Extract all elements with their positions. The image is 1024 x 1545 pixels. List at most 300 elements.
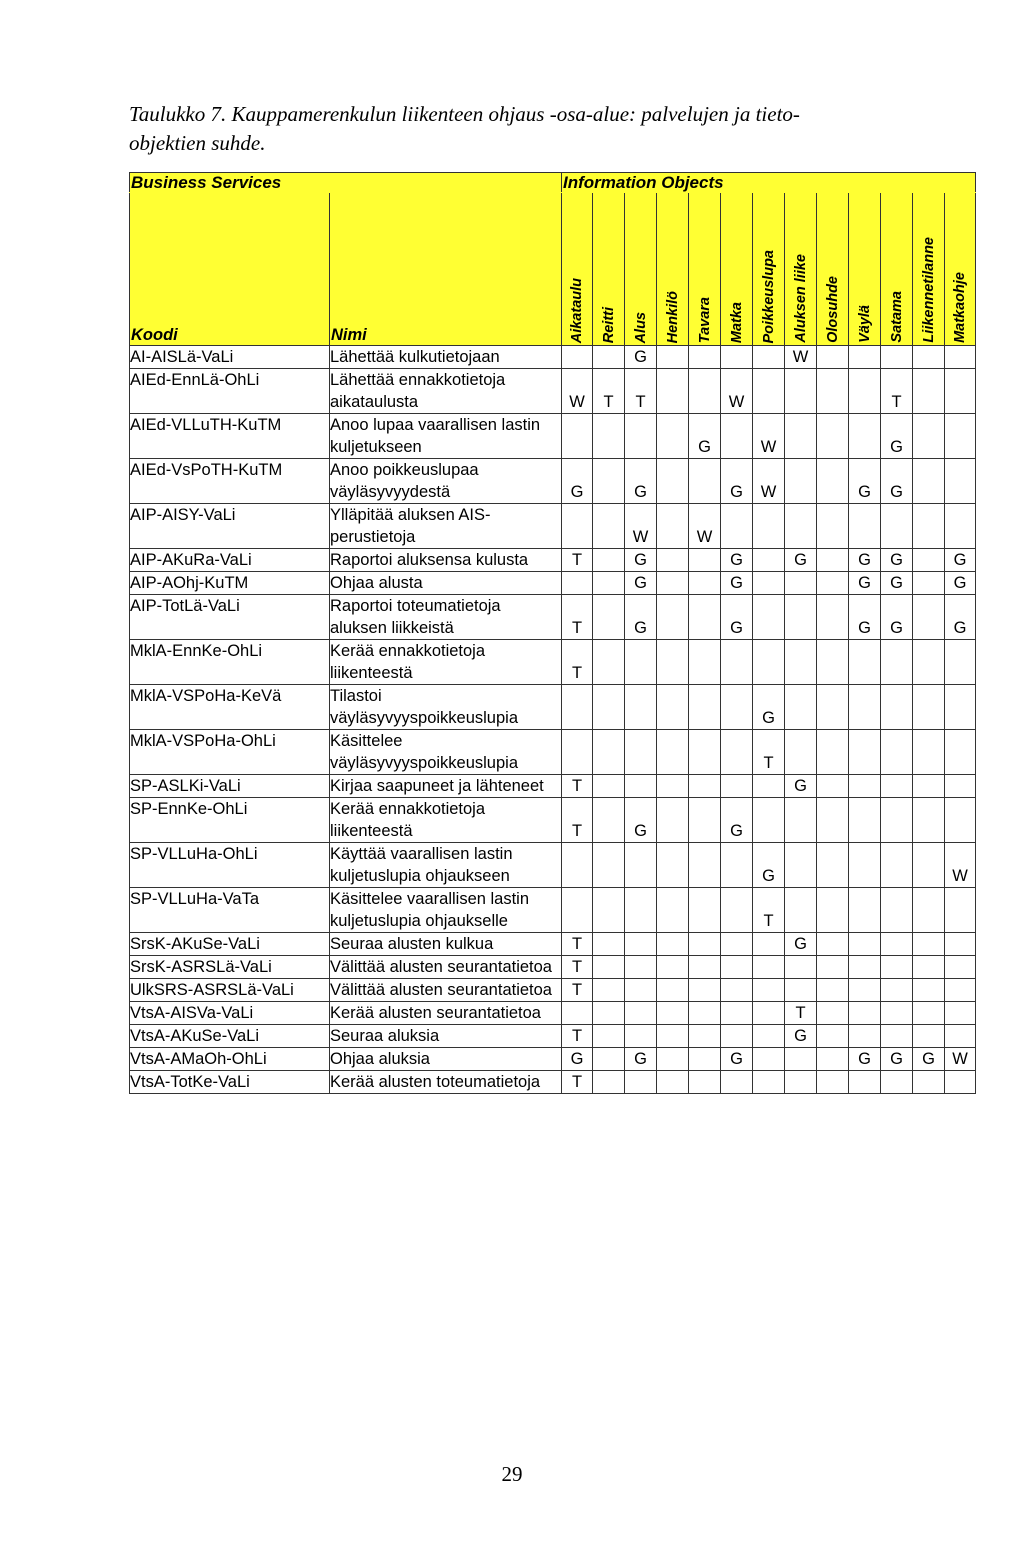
value-cell bbox=[562, 414, 593, 459]
value-cell bbox=[689, 843, 721, 888]
value-cell: G bbox=[881, 595, 913, 640]
koodi-cell: AIP-TotLä-VaLi bbox=[130, 595, 330, 640]
value-cell bbox=[785, 685, 817, 730]
value-cell bbox=[945, 1071, 976, 1094]
value-cell bbox=[657, 775, 689, 798]
value-cell bbox=[913, 595, 945, 640]
value-cell bbox=[817, 346, 849, 369]
value-cell bbox=[625, 775, 657, 798]
value-cell bbox=[817, 956, 849, 979]
object-header bbox=[913, 193, 945, 346]
value-cell: W bbox=[945, 1048, 976, 1071]
value-cell bbox=[657, 798, 689, 843]
value-cell bbox=[625, 843, 657, 888]
value-cell: G bbox=[849, 459, 881, 504]
value-cell bbox=[817, 730, 849, 775]
value-cell bbox=[657, 640, 689, 685]
information-objects-header: Information Objects bbox=[562, 173, 976, 193]
nimi-cell: Tilastoi väyläsyvyyspoikkeuslupia bbox=[330, 685, 562, 730]
value-cell bbox=[849, 369, 881, 414]
value-cell bbox=[753, 572, 785, 595]
value-cell bbox=[657, 414, 689, 459]
nimi-cell: Raportoi toteumatietoja aluksen liikkeistä bbox=[330, 595, 562, 640]
value-cell: G bbox=[721, 1048, 753, 1071]
value-cell bbox=[913, 843, 945, 888]
koodi-cell: AIEd-VsPoTH-KuTM bbox=[130, 459, 330, 504]
value-cell: G bbox=[881, 572, 913, 595]
object-header-label: Matka bbox=[728, 301, 745, 343]
value-cell: G bbox=[625, 1048, 657, 1071]
value-cell bbox=[625, 685, 657, 730]
value-cell: G bbox=[625, 459, 657, 504]
koodi-cell: SP-EnnKe-OhLi bbox=[130, 798, 330, 843]
koodi-cell: VtsA-AISVa-VaLi bbox=[130, 1002, 330, 1025]
value-cell bbox=[849, 1025, 881, 1048]
value-cell bbox=[913, 504, 945, 549]
value-cell bbox=[785, 572, 817, 595]
value-cell bbox=[721, 685, 753, 730]
value-cell bbox=[881, 1002, 913, 1025]
value-cell bbox=[753, 369, 785, 414]
value-cell bbox=[625, 1025, 657, 1048]
koodi-cell: SP-VLLuHa-VaTa bbox=[130, 888, 330, 933]
value-cell bbox=[817, 685, 849, 730]
value-cell bbox=[657, 685, 689, 730]
value-cell bbox=[945, 414, 976, 459]
value-cell bbox=[817, 549, 849, 572]
value-cell bbox=[945, 798, 976, 843]
value-cell bbox=[849, 956, 881, 979]
table-row bbox=[130, 888, 976, 933]
value-cell bbox=[945, 979, 976, 1002]
value-cell: W bbox=[625, 504, 657, 549]
value-cell: G bbox=[625, 595, 657, 640]
value-cell bbox=[593, 1048, 625, 1071]
value-cell bbox=[913, 549, 945, 572]
value-cell bbox=[593, 1071, 625, 1094]
value-cell bbox=[593, 346, 625, 369]
value-cell bbox=[881, 346, 913, 369]
object-header-label: Väylä bbox=[856, 305, 873, 343]
value-cell bbox=[785, 414, 817, 459]
koodi-cell: AIP-AISY-VaLi bbox=[130, 504, 330, 549]
value-cell bbox=[657, 459, 689, 504]
table-row bbox=[130, 369, 976, 414]
value-cell bbox=[913, 979, 945, 1002]
value-cell bbox=[849, 1071, 881, 1094]
koodi-cell: AI-AISLä-VaLi bbox=[130, 346, 330, 369]
value-cell bbox=[721, 843, 753, 888]
value-cell: G bbox=[785, 1025, 817, 1048]
value-cell bbox=[689, 933, 721, 956]
nimi-cell: Anoo poikkeuslupaa väyläsyvyydestä bbox=[330, 459, 562, 504]
value-cell bbox=[593, 1025, 625, 1048]
value-cell bbox=[562, 346, 593, 369]
value-cell bbox=[913, 414, 945, 459]
value-cell: G bbox=[945, 572, 976, 595]
nimi-cell: Raportoi aluksensa kulusta bbox=[330, 549, 562, 572]
koodi-cell: MklA-VSPoHa-OhLi bbox=[130, 730, 330, 775]
value-cell: T bbox=[593, 369, 625, 414]
value-cell bbox=[817, 504, 849, 549]
value-cell: G bbox=[753, 843, 785, 888]
value-cell bbox=[593, 640, 625, 685]
nimi-cell: Ohjaa alusta bbox=[330, 572, 562, 595]
value-cell bbox=[657, 956, 689, 979]
table-caption: Taulukko 7. Kauppamerenkulun liikenteen ohjaus -osa-alue: palvelujen ja tieto- objektien suhde. bbox=[129, 102, 800, 155]
value-cell bbox=[849, 346, 881, 369]
value-cell bbox=[881, 843, 913, 888]
value-cell bbox=[689, 1025, 721, 1048]
value-cell bbox=[913, 346, 945, 369]
object-header-label: Aluksen liike bbox=[792, 254, 809, 343]
value-cell bbox=[881, 979, 913, 1002]
services-objects-table bbox=[129, 172, 976, 1094]
value-cell bbox=[785, 504, 817, 549]
value-cell: T bbox=[625, 369, 657, 414]
value-cell: G bbox=[721, 572, 753, 595]
value-cell: T bbox=[562, 775, 593, 798]
value-cell bbox=[721, 1002, 753, 1025]
value-cell bbox=[689, 595, 721, 640]
value-cell bbox=[721, 1071, 753, 1094]
value-cell: W bbox=[785, 346, 817, 369]
object-header bbox=[657, 193, 689, 346]
value-cell bbox=[593, 549, 625, 572]
value-cell bbox=[657, 572, 689, 595]
value-cell bbox=[881, 956, 913, 979]
value-cell: T bbox=[562, 1025, 593, 1048]
value-cell bbox=[785, 595, 817, 640]
value-cell bbox=[785, 1071, 817, 1094]
header-band-row bbox=[130, 173, 976, 193]
value-cell bbox=[593, 775, 625, 798]
value-cell bbox=[849, 979, 881, 1002]
value-cell bbox=[625, 730, 657, 775]
value-cell bbox=[753, 1025, 785, 1048]
value-cell: G bbox=[721, 798, 753, 843]
value-cell bbox=[817, 1025, 849, 1048]
value-cell bbox=[721, 640, 753, 685]
value-cell bbox=[753, 798, 785, 843]
value-cell bbox=[625, 1071, 657, 1094]
value-cell bbox=[849, 414, 881, 459]
value-cell: G bbox=[849, 572, 881, 595]
value-cell bbox=[817, 1002, 849, 1025]
value-cell: G bbox=[721, 549, 753, 572]
column-header-row bbox=[130, 193, 976, 346]
value-cell bbox=[625, 888, 657, 933]
value-cell bbox=[849, 1002, 881, 1025]
value-cell bbox=[657, 1048, 689, 1071]
nimi-cell: Ohjaa aluksia bbox=[330, 1048, 562, 1071]
nimi-cell: Kerää alusten seurantatietoa bbox=[330, 1002, 562, 1025]
table-row bbox=[130, 346, 976, 369]
value-cell bbox=[753, 504, 785, 549]
value-cell bbox=[785, 730, 817, 775]
value-cell bbox=[689, 369, 721, 414]
value-cell bbox=[562, 1002, 593, 1025]
value-cell bbox=[721, 979, 753, 1002]
value-cell bbox=[817, 369, 849, 414]
value-cell: G bbox=[945, 595, 976, 640]
object-header bbox=[817, 193, 849, 346]
value-cell bbox=[625, 414, 657, 459]
value-cell bbox=[817, 933, 849, 956]
value-cell bbox=[945, 369, 976, 414]
value-cell bbox=[753, 595, 785, 640]
value-cell: G bbox=[881, 459, 913, 504]
value-cell bbox=[785, 979, 817, 1002]
object-header-label: Matkaohje bbox=[952, 272, 968, 343]
value-cell bbox=[689, 640, 721, 685]
table-row bbox=[130, 549, 976, 572]
value-cell bbox=[689, 685, 721, 730]
value-cell bbox=[657, 933, 689, 956]
value-cell bbox=[881, 1025, 913, 1048]
value-cell bbox=[817, 798, 849, 843]
value-cell bbox=[817, 595, 849, 640]
value-cell: G bbox=[562, 459, 593, 504]
value-cell bbox=[721, 730, 753, 775]
value-cell bbox=[817, 572, 849, 595]
value-cell: T bbox=[562, 933, 593, 956]
value-cell bbox=[849, 843, 881, 888]
nimi-cell: Seuraa alusten kulkua bbox=[330, 933, 562, 956]
value-cell bbox=[593, 1002, 625, 1025]
value-cell: G bbox=[625, 572, 657, 595]
table-row bbox=[130, 414, 976, 459]
value-cell bbox=[562, 504, 593, 549]
value-cell bbox=[593, 933, 625, 956]
koodi-cell: VtsA-AMaOh-OhLi bbox=[130, 1048, 330, 1071]
value-cell bbox=[785, 798, 817, 843]
value-cell: G bbox=[721, 459, 753, 504]
nimi-cell: Lähettää kulkutietojaan bbox=[330, 346, 562, 369]
koodi-cell: VtsA-TotKe-VaLi bbox=[130, 1071, 330, 1094]
object-header bbox=[945, 193, 976, 346]
value-cell bbox=[913, 730, 945, 775]
value-cell bbox=[689, 798, 721, 843]
value-cell bbox=[593, 459, 625, 504]
table-row bbox=[130, 1071, 976, 1094]
object-header-label: Poikkeuslupa bbox=[760, 249, 777, 343]
koodi-cell: AIP-AOhj-KuTM bbox=[130, 572, 330, 595]
value-cell: T bbox=[881, 369, 913, 414]
object-header-label: Aikataulu bbox=[569, 277, 585, 343]
value-cell bbox=[817, 1071, 849, 1094]
value-cell bbox=[785, 1048, 817, 1071]
value-cell bbox=[689, 1002, 721, 1025]
value-cell: G bbox=[849, 549, 881, 572]
value-cell bbox=[881, 888, 913, 933]
value-cell: W bbox=[562, 369, 593, 414]
koodi-cell: AIEd-VLLuTH-KuTM bbox=[130, 414, 330, 459]
koodi-cell: MklA-EnnKe-OhLi bbox=[130, 640, 330, 685]
koodi-cell: SP-VLLuHa-OhLi bbox=[130, 843, 330, 888]
value-cell bbox=[562, 888, 593, 933]
value-cell: G bbox=[721, 595, 753, 640]
value-cell: G bbox=[849, 1048, 881, 1071]
value-cell bbox=[721, 414, 753, 459]
value-cell bbox=[625, 979, 657, 1002]
value-cell bbox=[689, 775, 721, 798]
value-cell bbox=[913, 1025, 945, 1048]
value-cell bbox=[721, 775, 753, 798]
value-cell bbox=[913, 888, 945, 933]
value-cell bbox=[785, 843, 817, 888]
object-header-label: Reitti bbox=[600, 306, 617, 343]
object-header-label: Olosuhde bbox=[824, 276, 841, 343]
table-row bbox=[130, 1025, 976, 1048]
object-header-label: Henkilö bbox=[664, 290, 681, 343]
value-cell bbox=[689, 888, 721, 933]
value-cell: T bbox=[753, 888, 785, 933]
table-row bbox=[130, 843, 976, 888]
value-cell: T bbox=[562, 549, 593, 572]
value-cell bbox=[657, 504, 689, 549]
value-cell bbox=[721, 956, 753, 979]
nimi-cell: Käsittelee vaarallisen lastin kuljetuslupia ohjaukselle bbox=[330, 888, 562, 933]
value-cell bbox=[785, 888, 817, 933]
object-header bbox=[881, 193, 913, 346]
value-cell: W bbox=[945, 843, 976, 888]
value-cell: G bbox=[689, 414, 721, 459]
value-cell bbox=[753, 640, 785, 685]
value-cell bbox=[945, 775, 976, 798]
value-cell bbox=[849, 640, 881, 685]
value-cell bbox=[657, 1025, 689, 1048]
value-cell: G bbox=[753, 685, 785, 730]
value-cell bbox=[785, 640, 817, 685]
value-cell bbox=[945, 956, 976, 979]
table-row bbox=[130, 775, 976, 798]
value-cell: G bbox=[881, 414, 913, 459]
table-row bbox=[130, 1048, 976, 1071]
value-cell bbox=[881, 798, 913, 843]
value-cell bbox=[753, 933, 785, 956]
value-cell: G bbox=[881, 1048, 913, 1071]
nimi-cell: Käsittelee väyläsyvyyspoikkeuslupia bbox=[330, 730, 562, 775]
value-cell bbox=[689, 979, 721, 1002]
value-cell bbox=[593, 504, 625, 549]
value-cell: G bbox=[785, 549, 817, 572]
value-cell: T bbox=[562, 1071, 593, 1094]
value-cell bbox=[721, 1025, 753, 1048]
value-cell bbox=[753, 956, 785, 979]
value-cell bbox=[689, 956, 721, 979]
value-cell: T bbox=[562, 640, 593, 685]
nimi-cell: Kerää ennakkotietoja liikenteestä bbox=[330, 640, 562, 685]
value-cell bbox=[881, 730, 913, 775]
object-header-label: Alus bbox=[632, 311, 649, 343]
value-cell bbox=[881, 504, 913, 549]
value-cell bbox=[849, 685, 881, 730]
value-cell: T bbox=[562, 979, 593, 1002]
table-row bbox=[130, 459, 976, 504]
value-cell bbox=[753, 346, 785, 369]
table-row bbox=[130, 595, 976, 640]
value-cell: G bbox=[849, 595, 881, 640]
value-cell bbox=[753, 775, 785, 798]
value-cell bbox=[881, 640, 913, 685]
value-cell: W bbox=[753, 414, 785, 459]
value-cell bbox=[593, 956, 625, 979]
table-row bbox=[130, 933, 976, 956]
value-cell bbox=[562, 730, 593, 775]
value-cell bbox=[913, 1071, 945, 1094]
value-cell: T bbox=[562, 595, 593, 640]
value-cell bbox=[945, 685, 976, 730]
value-cell: G bbox=[881, 549, 913, 572]
value-cell bbox=[881, 775, 913, 798]
nimi-cell: Välittää alusten seurantatietoa bbox=[330, 979, 562, 1002]
value-cell bbox=[625, 640, 657, 685]
value-cell: G bbox=[785, 933, 817, 956]
value-cell bbox=[753, 549, 785, 572]
value-cell bbox=[945, 640, 976, 685]
nimi-cell: Anoo lupaa vaarallisen lastin kuljetukseen bbox=[330, 414, 562, 459]
object-header-label: Liikennetilanne bbox=[920, 237, 937, 343]
value-cell bbox=[817, 1048, 849, 1071]
value-cell bbox=[562, 843, 593, 888]
value-cell bbox=[689, 1071, 721, 1094]
value-cell: T bbox=[753, 730, 785, 775]
table-row bbox=[130, 1002, 976, 1025]
value-cell bbox=[945, 888, 976, 933]
value-cell bbox=[817, 843, 849, 888]
value-cell: W bbox=[753, 459, 785, 504]
value-cell bbox=[881, 1071, 913, 1094]
value-cell bbox=[849, 888, 881, 933]
koodi-cell: AIEd-EnnLä-OhLi bbox=[130, 369, 330, 414]
value-cell bbox=[753, 1002, 785, 1025]
value-cell bbox=[849, 504, 881, 549]
koodi-cell: SP-ASLKi-VaLi bbox=[130, 775, 330, 798]
value-cell bbox=[689, 459, 721, 504]
value-cell bbox=[945, 346, 976, 369]
object-header bbox=[689, 193, 721, 346]
value-cell bbox=[657, 979, 689, 1002]
value-cell bbox=[913, 1002, 945, 1025]
koodi-header: Koodi bbox=[130, 193, 330, 346]
object-header-label: Tavara bbox=[696, 296, 713, 343]
value-cell bbox=[657, 346, 689, 369]
value-cell bbox=[689, 1048, 721, 1071]
value-cell bbox=[689, 730, 721, 775]
nimi-cell: Kirjaa saapuneet ja lähteneet bbox=[330, 775, 562, 798]
value-cell: T bbox=[785, 1002, 817, 1025]
nimi-cell: Kerää ennakkotietoja liikenteestä bbox=[330, 798, 562, 843]
value-cell: W bbox=[721, 369, 753, 414]
value-cell bbox=[849, 933, 881, 956]
value-cell bbox=[657, 595, 689, 640]
value-cell bbox=[593, 843, 625, 888]
koodi-cell: UlkSRS-ASRSLä-VaLi bbox=[130, 979, 330, 1002]
value-cell: G bbox=[625, 346, 657, 369]
value-cell bbox=[913, 685, 945, 730]
value-cell bbox=[785, 459, 817, 504]
table-row bbox=[130, 572, 976, 595]
object-header bbox=[849, 193, 881, 346]
value-cell: G bbox=[625, 798, 657, 843]
value-cell: G bbox=[945, 549, 976, 572]
table-row bbox=[130, 504, 976, 549]
value-cell bbox=[913, 956, 945, 979]
value-cell bbox=[817, 414, 849, 459]
object-header bbox=[785, 193, 817, 346]
table-row bbox=[130, 979, 976, 1002]
